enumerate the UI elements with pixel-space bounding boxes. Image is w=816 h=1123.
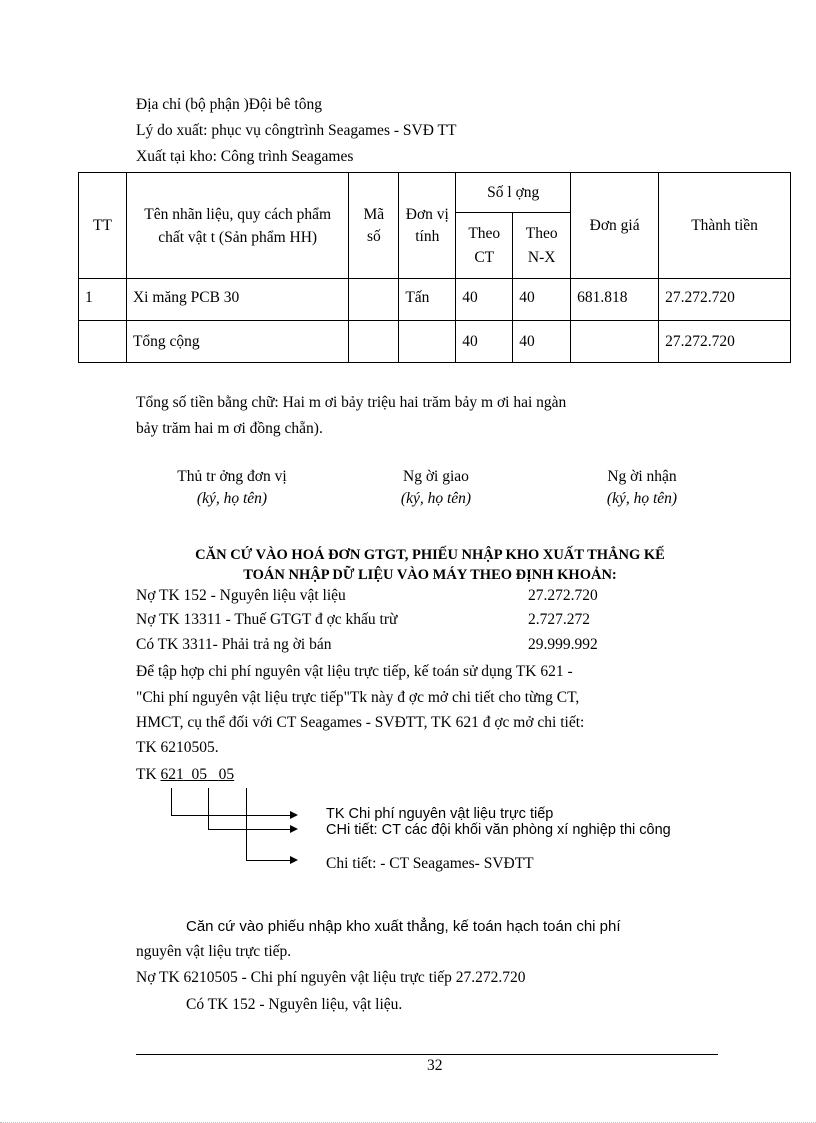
- entry-label: Có TK 3311- Phải trả ng ời bán: [136, 636, 332, 653]
- arrow-icon: [290, 811, 298, 819]
- code-seg1: 621: [160, 766, 184, 783]
- warehouse-line: Xuất tại kho: Công trình Seagames: [136, 148, 354, 165]
- signature-head: [132, 468, 332, 508]
- cell-qty-ct: 40: [456, 279, 513, 321]
- header-name: Tên nhãn liệu, quy cách phẩm chất vật t (Sản phẩm HH): [126, 173, 348, 279]
- reason-line: Lý do xuất: phục vụ côngtrình Seagames - SVĐ TT: [136, 122, 457, 139]
- cell-qty-ct: 40: [456, 321, 513, 363]
- signature-note: (ký, họ tên): [606, 490, 678, 507]
- cell-name: Xi măng PCB 30: [126, 279, 348, 321]
- connector-vertical-3: [246, 788, 247, 861]
- arrow-icon: [290, 856, 298, 864]
- header-qty-ct: Theo CT: [456, 213, 513, 279]
- code-prefix: TK: [136, 766, 161, 783]
- closing-line4: Có TK 152 - Nguyên liệu, vật liệu.: [186, 996, 403, 1013]
- signature-note: (ký, họ tên): [196, 490, 268, 507]
- diagram-label-2: CHi tiết: CT các đội khối văn phòng xí nghiệp thi công: [326, 822, 671, 838]
- table-header-row: [79, 173, 791, 213]
- cell-name: Tổng cộng: [126, 321, 348, 363]
- header-qty-nx: Theo N-X: [513, 213, 571, 279]
- signature-role: Ng ời giao: [403, 468, 469, 485]
- section-heading: [100, 545, 760, 585]
- cell-code: [349, 279, 399, 321]
- arrow-icon: [290, 825, 298, 833]
- paragraph-line4: TK 6210505.: [136, 739, 219, 756]
- connector-vertical-1: [171, 788, 172, 816]
- entry-value: 27.272.720: [528, 587, 598, 604]
- paragraph-line3: HMCT, cụ thể đối với CT Seagames - SVĐTT, TK 621 đ ợc mở chi tiết:: [136, 714, 585, 731]
- code-seg2: 05: [191, 766, 208, 783]
- cell-tt: [79, 321, 127, 363]
- code-seg3: 05: [218, 766, 235, 783]
- entry-value: 29.999.992: [528, 636, 598, 653]
- section-heading-line1: CĂN CỨ VÀO HOÁ ĐƠN GTGT, PHIẾU NHẬP KHO XUẤT THẲNG KẾ: [195, 547, 665, 563]
- header-amount: Thành tiền: [659, 173, 791, 279]
- account-code: [136, 766, 234, 784]
- invoice-table: [78, 172, 791, 363]
- page-number: 32: [427, 1057, 443, 1074]
- cell-tt: 1: [79, 279, 127, 321]
- signature-note: (ký, họ tên): [400, 490, 472, 507]
- header-tt: TT: [79, 173, 127, 279]
- cell-amount: 27.272.720: [659, 321, 791, 363]
- entry-label: Nợ TK 152 - Nguyên liệu vật liệu: [136, 587, 346, 604]
- cell-code: [349, 321, 399, 363]
- connector-horizontal-3: [246, 860, 291, 861]
- closing-line1: Căn cứ vào phiếu nhập kho xuất thẳng, kế toán hạch toán chi phí: [186, 918, 621, 935]
- connector-horizontal-1: [171, 815, 291, 816]
- table-row: [79, 279, 791, 321]
- header-qty: Số l ợng: [456, 173, 571, 213]
- section-heading-line2: TOÁN NHẬP DỮ LIỆU VÀO MÁY THEO ĐỊNH KHOẢN:: [243, 567, 617, 583]
- header-code: Mã số: [349, 173, 399, 279]
- paragraph-line2: "Chi phí nguyên vật liệu trực tiếp"Tk này đ ợc mở chi tiết cho từng CT,: [136, 689, 580, 706]
- footer-divider: [136, 1054, 718, 1055]
- cell-unit: Tấn: [399, 279, 456, 321]
- cell-qty-nx: 40: [513, 279, 571, 321]
- closing-line3: Nợ TK 6210505 - Chi phí nguyên vật liệu trực tiếp 27.272.720: [136, 969, 526, 986]
- header-price: Đơn giá: [571, 173, 659, 279]
- address-line: Địa chỉ (bộ phận )Đội bê tông: [136, 96, 322, 113]
- cell-qty-nx: 40: [513, 321, 571, 363]
- total-words-line1: Tổng số tiền bằng chữ: Hai m ơi bảy triệu hai trăm bảy m ơi hai ngàn: [136, 394, 567, 411]
- diagram-label-1: TK Chi phí nguyên vật liệu trực tiếp: [326, 806, 554, 822]
- cell-price: 681.818: [571, 279, 659, 321]
- connector-horizontal-2: [208, 829, 291, 830]
- diagram-label-3: Chi tiết: - CT Seagames- SVĐTT: [326, 855, 534, 872]
- total-words-line2: bảy trăm hai m ơi đồng chẵn).: [136, 420, 323, 437]
- table-row-total: [79, 321, 791, 363]
- cell-unit: [399, 321, 456, 363]
- signature-receiver: [542, 468, 742, 508]
- signature-role: Thủ tr ởng đơn vị: [177, 468, 287, 485]
- cell-price: [571, 321, 659, 363]
- header-unit: Đơn vị tính: [399, 173, 456, 279]
- connector-vertical-2: [208, 788, 209, 830]
- signature-role: Ng ời nhận: [607, 468, 677, 485]
- signature-deliverer: [336, 468, 536, 508]
- closing-line2: nguyên vật liệu trực tiếp.: [136, 943, 292, 960]
- entry-label: Nợ TK 13311 - Thuế GTGT đ ợc khấu trừ: [136, 611, 398, 628]
- entry-value: 2.727.272: [528, 611, 590, 628]
- paragraph-line1: Để tập hợp chi phí nguyên vật liệu trực tiếp, kế toán sử dụng TK 621 -: [136, 663, 573, 680]
- cell-amount: 27.272.720: [659, 279, 791, 321]
